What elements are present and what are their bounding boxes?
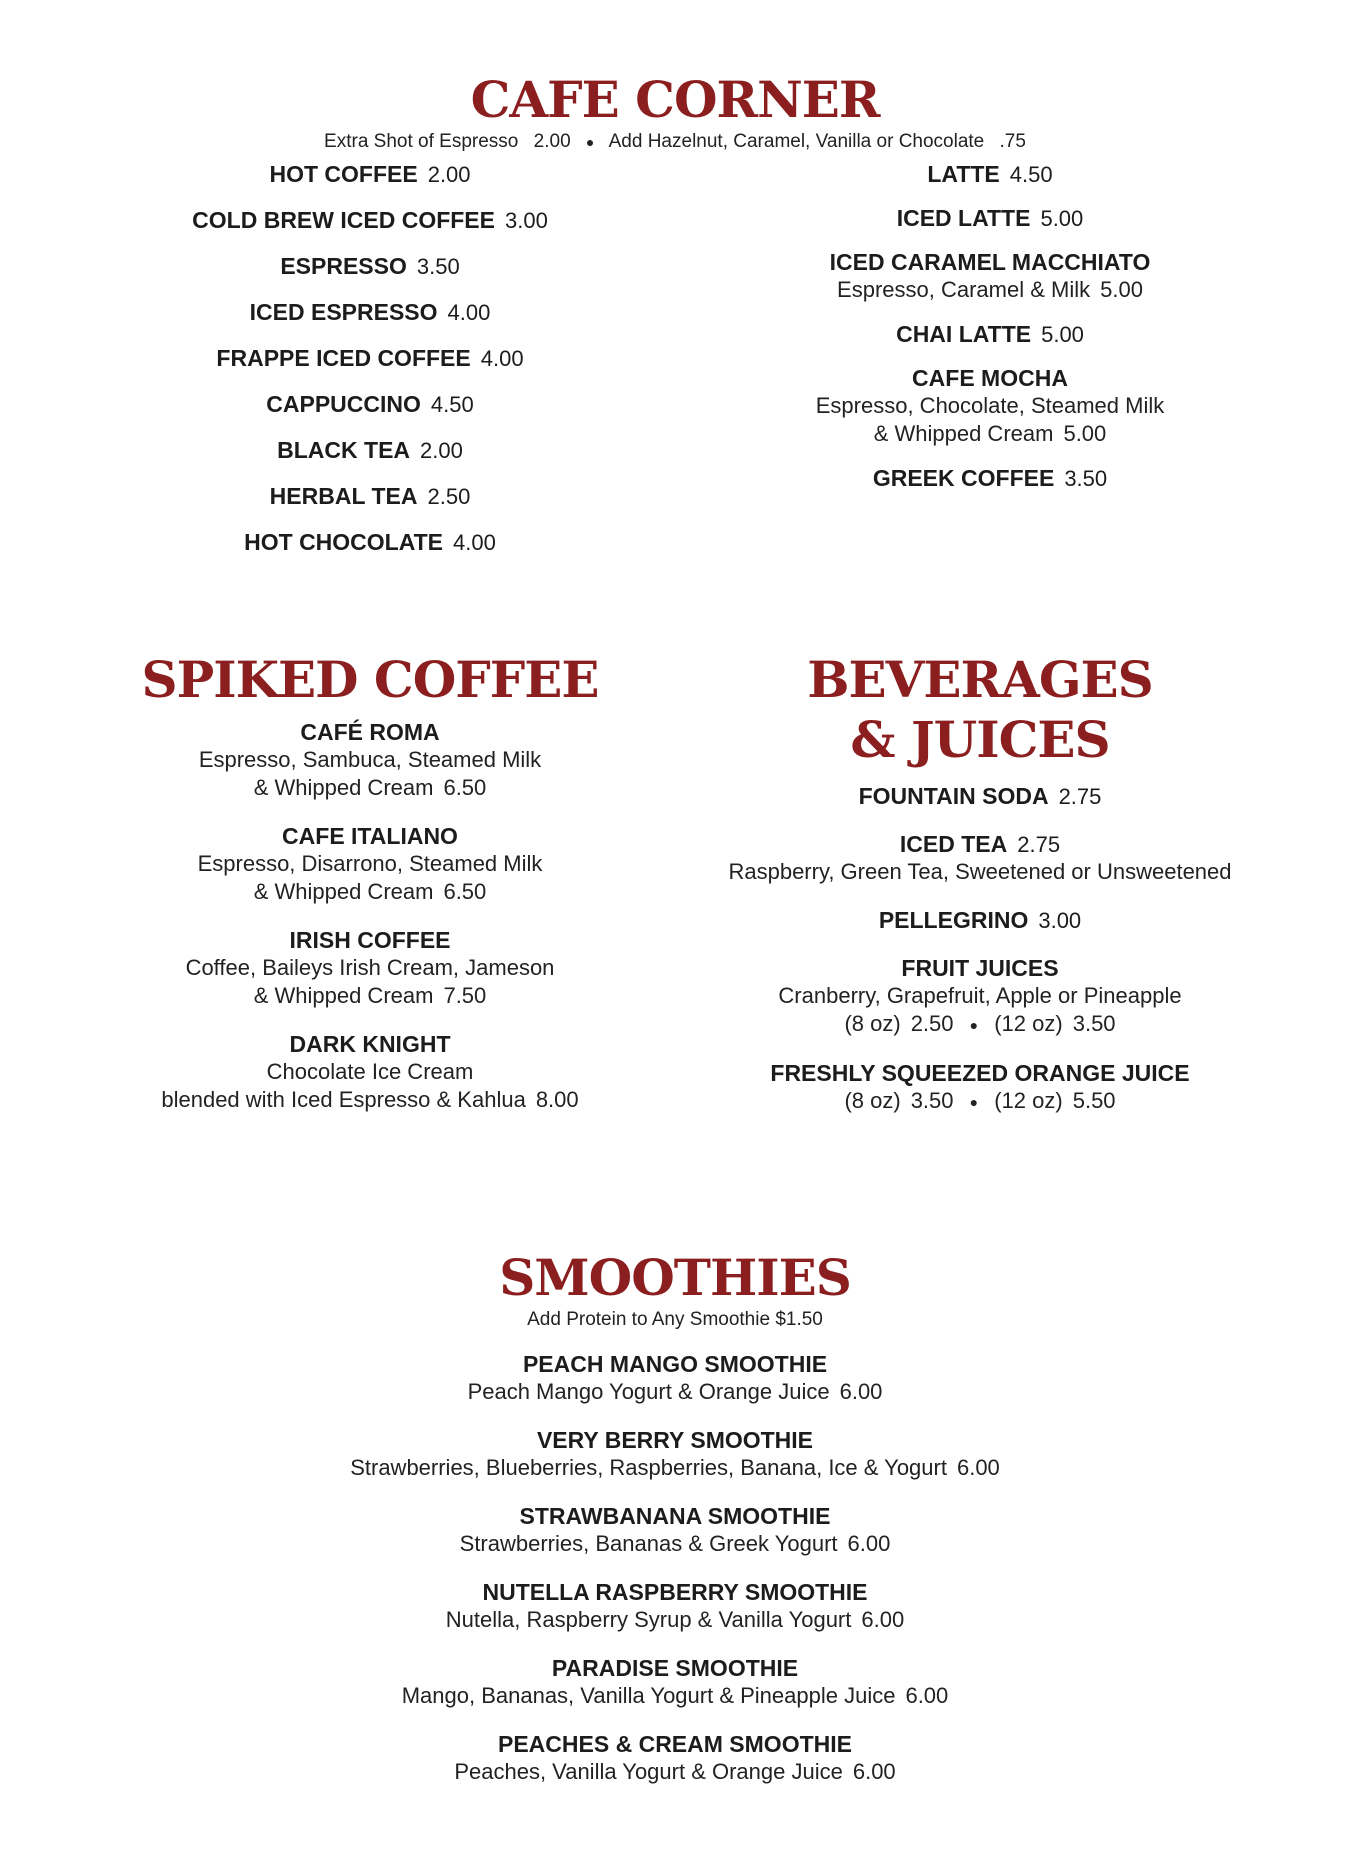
menu-item-orange-juice: FRESHLY SQUEEZED ORANGE JUICE (8 oz) 3.50 ● (12 oz) 5.50 [720,1059,1240,1116]
menu-item: HERBAL TEA 2.50 [269,483,471,509]
menu-item-iced-tea: ICED TEA 2.75 Raspberry, Green Tea, Sweetened or Unsweetened [728,831,1232,884]
menu-item: PEACHES & CREAM SMOOTHIE Peaches, Vanilla Yogurt & Orange Juice 6.00 [454,1731,896,1784]
menu-item: CAPPUCCINO 4.50 [266,391,474,417]
menu-item: BLACK TEA 2.00 [277,437,463,463]
menu-item: NUTELLA RASPBERRY SMOOTHIE Nutella, Raspberry Syrup & Vanilla Yogurt 6.00 [445,1579,905,1632]
smoothies-section [275,1248,1075,1806]
menu-item: IRISH COFFEE Coffee, Baileys Irish Cream, Jameson & Whipped Cream 7.50 [185,927,555,1008]
cafe-corner-header [0,70,1350,154]
menu-item-cafe-mocha: CAFE MOCHA Espresso, Chocolate, Steamed Milk & Whipped Cream 5.00 [815,365,1165,446]
menu-item: ICED ESPRESSO 4.00 [249,299,491,325]
spiked-coffee-section [140,650,600,1134]
menu-item-chai-latte: CHAI LATTE 5.00 [896,321,1084,347]
beverages-section [720,650,1240,1136]
menu-item: PARADISE SMOOTHIE Mango, Bananas, Vanilla Yogurt & Pineapple Juice 6.00 [401,1655,949,1708]
cafe-corner-addons [0,130,1350,154]
flavors-price: .75 [999,131,1026,153]
bullet-separator: ● [969,1094,979,1111]
cafe-corner-title: CAFE CORNER [470,70,880,129]
cafe-corner-left-column [150,160,590,574]
menu-item: STRAWBANANA SMOOTHIE Strawberries, Bananas & Greek Yogurt 6.00 [459,1503,891,1556]
menu-item: ESPRESSO 3.50 [280,253,460,279]
bullet-separator: ● [969,1017,979,1034]
menu-item: VERY BERRY SMOOTHIE Strawberries, Blueberries, Raspberries, Banana, Ice & Yogurt 6.00 [350,1427,1000,1480]
menu-item-greek-coffee: GREEK COFFEE 3.50 [872,465,1108,491]
extra-shot-label: Extra Shot of Espresso [324,131,519,153]
menu-item: DARK KNIGHT Chocolate Ice Cream blended with Iced Espresso & Kahlua 8.00 [161,1031,579,1112]
menu-item-latte: LATTE 4.50 [927,161,1053,187]
menu-item-pellegrino: PELLEGRINO 3.00 [878,907,1082,933]
smoothies-title: SMOOTHIES [499,1248,851,1307]
menu-item-fountain-soda: FOUNTAIN SODA 2.75 [858,783,1102,809]
flavors-label: Add Hazelnut, Caramel, Vanilla or Chocolate [608,131,985,153]
beverages-title-line1: BEVERAGES [807,650,1153,709]
menu-item-iced-latte: ICED LATTE 5.00 [896,205,1084,231]
beverages-title [720,650,1240,770]
beverages-title-line2: & JUICES [850,710,1110,769]
bullet-separator: ● [585,134,595,150]
cafe-corner-right-column [760,160,1220,508]
menu-item-fruit-juices: FRUIT JUICES Cranberry, Grapefruit, Apple or Pineapple (8 oz) 2.50 ● (12 oz) 3.50 [720,954,1240,1039]
menu-item-iced-caramel-macchiato: ICED CARAMEL MACCHIATO Espresso, Caramel & Milk 5.00 [829,249,1151,302]
menu-item: CAFE ITALIANO Espresso, Disarrono, Steamed Milk & Whipped Cream 6.50 [197,823,543,904]
menu-item: PEACH MANGO SMOOTHIE Peach Mango Yogurt & Orange Juice 6.00 [467,1351,883,1404]
menu-item: HOT CHOCOLATE 4.00 [244,529,496,555]
menu-item: COLD BREW ICED COFFEE 3.00 [192,207,548,233]
extra-shot-price: 2.00 [533,131,571,153]
menu-item: CAFÉ ROMA Espresso, Sambuca, Steamed Milk & Whipped Cream 6.50 [198,719,542,800]
menu-item: FRAPPE ICED COFFEE 4.00 [216,345,524,371]
spiked-coffee-title: SPIKED COFFEE [141,650,599,709]
menu-item: HOT COFFEE 2.00 [269,161,471,187]
smoothies-subtitle: Add Protein to Any Smoothie $1.50 [527,1309,823,1330]
